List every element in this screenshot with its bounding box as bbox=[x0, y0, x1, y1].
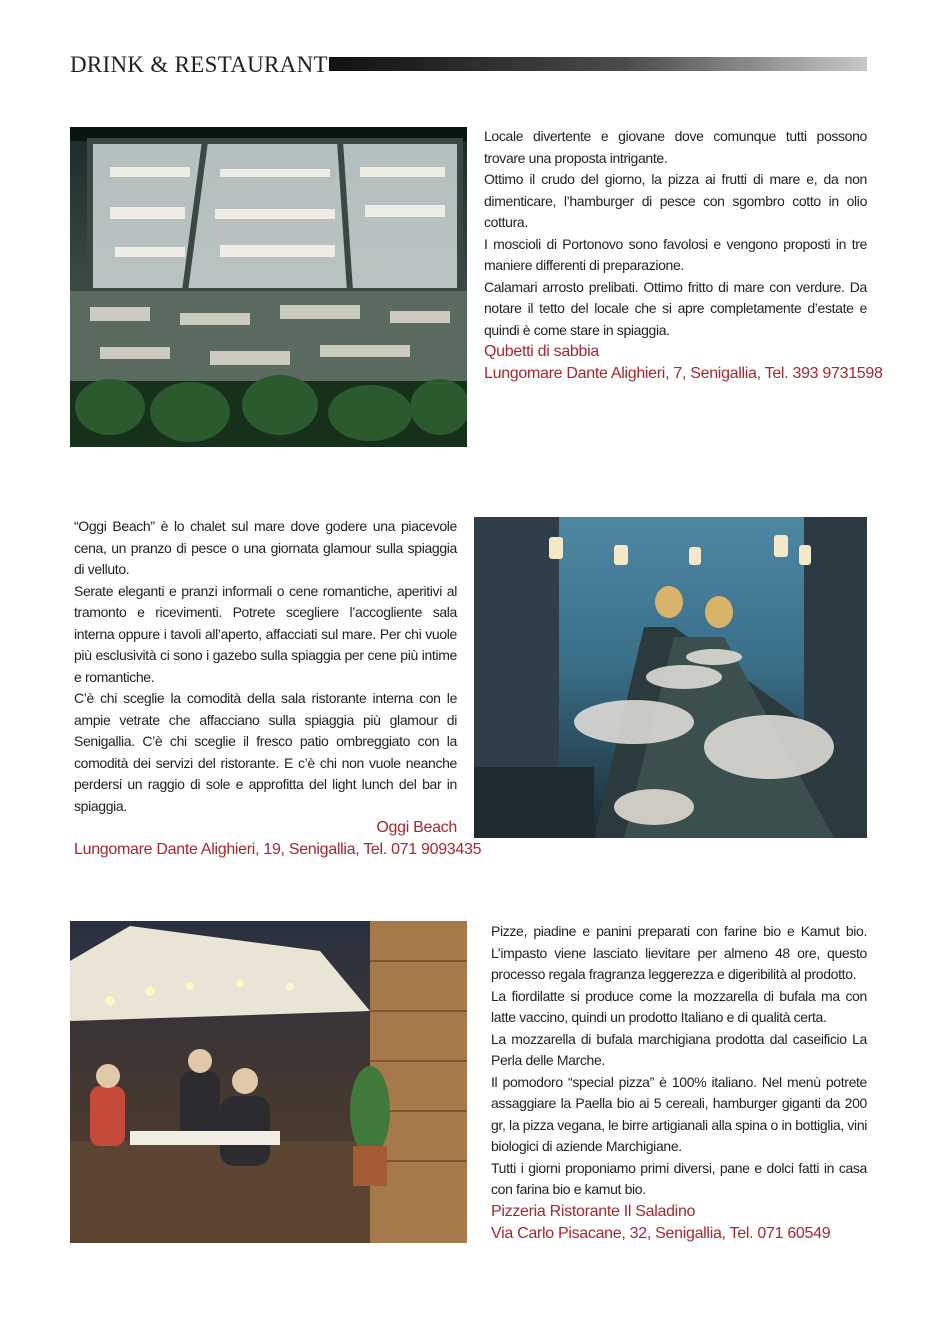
paragraph: Serate eleganti e pranzi informali o cene romantiche, aperitivi al tramonto e ricevimenti. Potrete scegliere l’accogliente sala interna oppure i tavoli all’aperto, affacciati sul mare. Per chi vuole più esclusività ci sono i gazebo sulla spiaggia per cene più intime e romantiche. bbox=[74, 582, 457, 685]
header-gradient-bar bbox=[329, 57, 867, 71]
venue-name: Pizzeria Ristorante Il Saladino bbox=[491, 1202, 696, 1220]
description-saladino bbox=[491, 921, 867, 1245]
restaurant-photo-saladino bbox=[70, 921, 467, 1243]
venue-address: Lungomare Dante Alighieri, 7, Senigallia, Tel. 393 9731598 bbox=[484, 365, 883, 382]
venue-name: Qubetti di sabbia bbox=[484, 343, 599, 360]
description-oggi-beach bbox=[74, 516, 482, 861]
paragraph: I moscioli di Portonovo sono favolosi e vengono proposti in tre maniere differenti di preparazione. bbox=[484, 235, 867, 273]
description-qubetti bbox=[484, 126, 883, 385]
paragraph: C’è chi sceglie la comodità della sala ristorante interna con le ampie vetrate che affacciano sulla spiaggia più glamour di Senigallia. C’è chi sceglie il fresco patio ombreggiato con la comodità dei servizi del ristorante. E c’è chi non vuole neanche perdersi un raggio di sole e approfitta del light lunch del bar in spiaggia. bbox=[74, 690, 457, 814]
paragraph: Calamari arrosto prelibati. Ottimo fritto di mare con verdure. Da notare il tetto del locale che si apre completamente d’estate e quindi è come stare in spiaggia. bbox=[484, 278, 867, 338]
paragraph: “Oggi Beach” è lo chalet sul mare dove godere una piacevole cena, un pranzo di pesce o una giornata glamour sulla spiaggia di velluto. bbox=[74, 518, 457, 577]
paragraph: La fiordilatte si produce come la mozzarella di bufala ma con latte vaccino, quindi un prodotto Italiano e di qualità certa. bbox=[491, 987, 867, 1025]
restaurant-photo-oggi-beach bbox=[474, 517, 867, 838]
paragraph: Pizze, piadine e panini preparati con farine bio e Kamut bio. L’impasto viene lasciato lievitare per almeno 48 ore, questo processo regala fragranza leggerezza e digeribilità al prodotto. bbox=[491, 923, 867, 982]
paragraph: La mozzarella di bufala marchigiana prodotta dal caseificio La Perla delle Marche. bbox=[491, 1030, 867, 1068]
venue-name: Oggi Beach bbox=[376, 819, 457, 836]
paragraph: Tutti i giorni proponiamo primi diversi, pane e dolci fatti in casa con farina bio e kamut bio. bbox=[491, 1159, 867, 1197]
venue-address: Via Carlo Pisacane, 32, Senigallia, Tel. 071 60549 bbox=[491, 1224, 831, 1242]
paragraph: Locale divertente e giovane dove comunque tutti possono trovare una proposta intrigante. bbox=[484, 128, 867, 166]
page-title: DRINK & RESTAURANT bbox=[70, 52, 328, 77]
restaurant-photo-qubetti bbox=[70, 127, 467, 447]
paragraph: Ottimo il crudo del giorno, la pizza ai frutti di mare e, da non dimenticare, l’hamburger di pesce con sgombro cotto in olio cottura. bbox=[484, 171, 867, 230]
venue-address: Lungomare Dante Alighieri, 19, Senigallia, Tel. 071 9093435 bbox=[74, 841, 482, 858]
paragraph: Il pomodoro “special pizza” è 100% italiano. Nel menù potrete assaggiare la Paella bio ai 5 cereali, hamburger giganti da 200 gr, la pizza vegana, le birre artigianali alla spina o in bottiglia, vini biologici di aziende Marchigiane. bbox=[491, 1073, 868, 1154]
